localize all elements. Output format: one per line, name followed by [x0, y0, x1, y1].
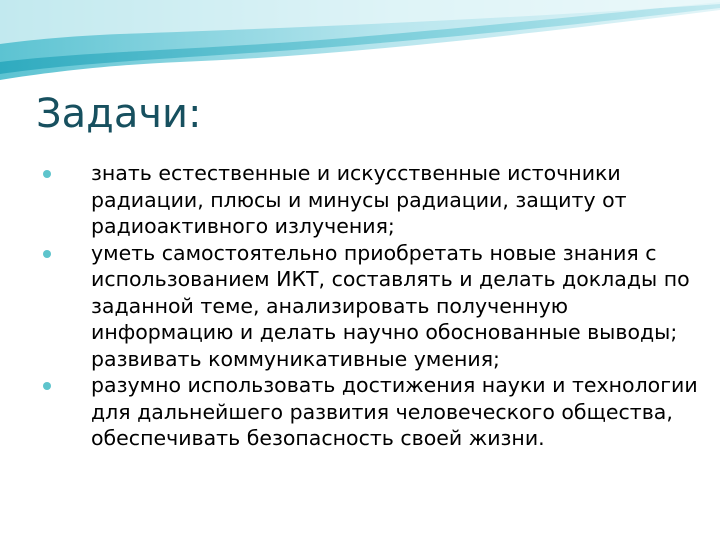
- list-item-text: уметь самостоятельно приобретать новые знания с использованием ИКТ, составлять и делать доклады по заданной теме, анализировать полученную информацию и делать научно обоснованные выводы; развивать коммуникативные умения;: [91, 240, 690, 371]
- bullet-dot-icon: [43, 170, 51, 178]
- list-item: [38, 240, 698, 373]
- list-item-text: разумно использовать достижения науки и технологии для дальнейшего развития человеческого общества, обеспечивать безопасность своей жизни.: [91, 373, 698, 450]
- list-item-text: знать естественные и искусственные источники радиации, плюсы и минусы радиации, защиту от радиоактивного излучения;: [91, 161, 627, 238]
- bullet-dot-icon: [43, 382, 51, 390]
- header-wave-decoration: [0, 0, 720, 90]
- bullet-dot-icon: [43, 250, 51, 258]
- list-item: [38, 160, 698, 240]
- slide-title: Задачи:: [36, 91, 202, 137]
- bullet-list: [38, 160, 698, 452]
- list-item: [38, 372, 698, 452]
